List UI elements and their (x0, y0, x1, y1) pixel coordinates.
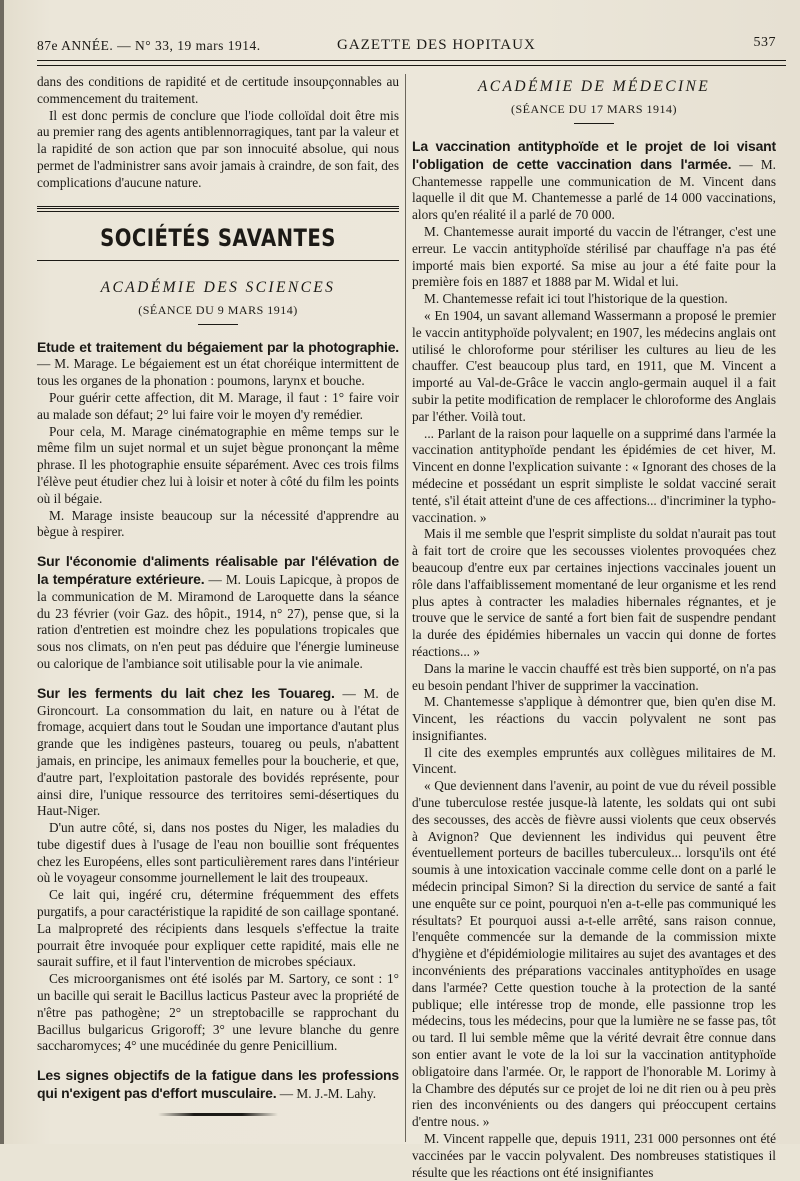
paragraph: Ces microorganismes ont été isolés par M. Sartory, ce sont : 1° un bacille qui serait le Bacillus lacticus Pasteur avec la propriété de n'être pas pathogène; 2° un streptobacille se rapprochant du Bacillus bulgaricus Grigoroff; 3° une levure blanche du genre saccharomyces; 4° une mucédinée du genre Penicillium. (37, 971, 399, 1054)
paragraph: Mais il me semble que l'esprit simpliste du soldat n'aurait pas tout à fait tort de croire que les secousses violentes provoquées chez beaucoup d'entre eux par certaines injections vaccinales jouent un rôle dans l'affaiblissement momentané de leur organisme et les rend plus aptes à contracter les maladies hibernales régnantes, et je trouve que le service de santé a fort bien fait de suspendre pendant la durée des épidémies hibernales un vaccin qui donne de fortes réactions... » (412, 526, 776, 659)
paragraph: « En 1904, un savant allemand Wassermann a proposé le premier le vaccin antityphoïde polyvalent; en 1907, les médecins anglais ont utilisé le chloroforme pour stériliser les cultures au lieu de les chauffer. C'est beaucoup plus tard, en 1911, que M. Vincent a importé au Val-de-Grâce le vaccin anglo-germain auquel il a fait subir la petite modification de remplacer le chloroforme des Anglais par l'éther. Voilà tout. (412, 307, 776, 424)
article-body: — M. Marage. Le bégaiement est un état choréique intermittent de tous les organes de la phonation : poumons, larynx et bouche. (37, 356, 399, 389)
short-rule (574, 123, 614, 124)
journal-title: GAZETTE DES HOPITAUX (337, 37, 536, 53)
article-heading: Sur l'économie d'aliments réalisable par l'élévation de la température extérieure. (37, 553, 399, 587)
article-bégaiement (37, 339, 399, 390)
paragraph: D'un autre côté, si, dans nos postes du Niger, les maladies du tube digestif dues à l'usage de l'eau non bouillie sont fréquentes chez les Européens, elles sont particulièrement rares dans l'intérieur où le voyageur consomme journellement le lait des troupeaux. (37, 820, 399, 886)
end-ornament (158, 1113, 278, 1116)
page-number: 537 (753, 35, 776, 50)
article-heading: Sur les ferments du lait chez les Touareg. (37, 684, 335, 701)
paragraph: Dans la marine le vaccin chauffé est très bien supporté, on n'a pas eu besoin pendant l'hiver de supprimer la vaccination. (412, 660, 776, 693)
right-column (412, 74, 776, 1180)
article-heading: Etude et traitement du bégaiement par la photographie. (37, 338, 399, 355)
left-column (37, 74, 399, 1144)
seance-date: (SÉANCE DU 9 MARS 1914) (138, 302, 298, 317)
paragraph: Pour cela, M. Marage cinématographie en même temps sur le même film un sujet normal et un sujet bègue prononçant la même phrase. Il les photographie ensuite séparément. Avec ces trois films l'élève peut étudier chez lui à loisir et noter à côté du film les points où il bégaie. (37, 423, 399, 506)
article-heading: Les signes objectifs de la fatigue dans les professions qui n'exigent pas d'effort musculaire. (37, 1067, 399, 1102)
header-rule (37, 60, 786, 66)
running-head (37, 0, 786, 58)
article-fatigue (37, 1067, 399, 1103)
article-heading: La vaccination antityphoïde et le projet de loi visant l'obligation de cette vaccination dans l'armée. (412, 138, 776, 172)
academy-medecine-title: ACADÉMIE DE MÉDECINE (477, 78, 711, 95)
issue-line: 87e ANNÉE. — N° 33, 19 mars 1914. (37, 38, 261, 53)
paragraph: Ce lait qui, ingéré cru, détermine fréquemment des effets purgatifs, a pour caractéristique la rapidité de son caillage spontané. La malpropreté des récipients dans lesquels s'effectue la traite pourrait être invoquée pour expliquer cette rapidité, mais elle ne saurait suffire, et il faut l'intervention de microbes spéciaux. (37, 887, 399, 970)
paragraph: M. Marage insiste beaucoup sur la nécessité d'apprendre au bègue à respirer. (37, 507, 399, 540)
article-body: — M. J.-M. Lahy. (279, 1086, 377, 1102)
article-vaccination (412, 138, 776, 224)
section-title: SOCIÉTÉS SAVANTES (100, 223, 336, 252)
columns (37, 74, 786, 1180)
paragraph: ... Parlant de la raison pour laquelle on a supprimé dans l'armée la vaccination antityphoïde pendant les épidémies de cet hiver, M. Vincent en donne l'explication suivante : « Ignorant des choses de la médecine et possédant un esprit simpliste le soldat vacciné serait tenté, s'il était atteint d'une de ces affections... d'incriminer la typho-vaccination. » (412, 425, 776, 525)
academy-sciences-title: ACADÉMIE DES SCIENCES (100, 278, 336, 296)
paragraph: M. Vincent rappelle que, depuis 1911, 231 000 personnes ont été vaccinées par le vaccin polyvalent. Des nombreuses statistiques il résulte que les réactions ont été insignifiantes (412, 1131, 776, 1180)
paragraph: Il cite des exemples empruntés aux collègues militaires de M. Vincent. (412, 744, 776, 777)
intro-paragraph-2: Il est donc permis de conclure que l'iode colloïdal doit être mis au premier rang des agents antiblennorragiques, tant par la valeur et la rapidité de son action que par son innocuité absolue, qui nous permet de l'administrer sans avoir jamais à craindre, de son fait, des complications d'aucune nature. (37, 107, 399, 190)
section-rule-bottom (37, 260, 399, 261)
paragraph: M. Chantemesse aurait importé du vaccin de l'étranger, c'est une erreur. Le vaccin antityphoïde stérilisé par chauffage n'a pas été importé mais bien exporté. Sa mise au jour a été faite pour la première fois en 1887 et 1888 par M. Widal et lui. (412, 223, 776, 290)
intro-paragraph-1: dans des conditions de rapidité et de certitude insoupçonnables au commencement du traitement. (37, 74, 399, 106)
paragraph: « Que deviennent dans l'avenir, au point de vue du réveil possible d'une tuberculose restée jusque-là latente, les soldats qui ont subi des secousses, des accès de fièvre aussi violents que ceux observés à Avignon? Que deviennent les individus qui peuvent être éventuellement porteurs de bacilles tuberculeux... lorsqu'ils ont été soumis à une intoxication vaccinale comme celle dont on a parlé le médecin principal Simon? Si la direction du service de santé a fait une enquête sur ce point, pourquoi n'en a-t-elle pas communiqué les résultats? Et pourquoi aussi a-t-elle arrêté, sans raison connue, l'enquête commencée sur la demande de la commission mixte d'hygiène et d'épidémiologie militaires au sujet des avantages et des inconvénients des préparations vaccinales antityphoïdes en usage dans l'armée? Cette question touche à la protection de la santé publique; elle intéresse trop de monde, elle passionne trop les médecins, tous les médecins, pour que la lumière ne se fasse pas, tôt ou tard. Il lui semble même que la vérité devrait être connue dans son entier avant le vote de la loi sur la vaccination antityphoïde obligatoire dans l'armée. Or, le rapport de l'honorable M. Lorimy à la Chambre des députés sur ce projet de loi ne dit rien ou à peu près rien des inconvénients ou des dangers qui préoccupent certains d'entre nous. » (412, 778, 776, 1130)
article-body: — M. de Gironcourt. La consommation du lait, en nature ou à l'état de fromage, acquiert dans tout le Soudan une importance d'autant plus grande que les indigènes pasteurs, touareg ou peuls, n'abattent jamais, en principe, les animaux femelles pour la boucherie, et que, d'autre part, l'exploitation pastorale des bovidés représente, pour ainsi dire, l'unique ressource des territoires semi-désertiques du Haut-Niger. (37, 685, 399, 819)
paragraph: M. Chantemesse refait ici tout l'historique de la question. (424, 291, 728, 307)
paragraph: M. Chantemesse s'applique à démontrer que, bien qu'en dise M. Vincent, les réactions du vaccin polyvalent ne sont pas insignifiantes. (412, 694, 776, 743)
short-rule (198, 324, 238, 325)
column-divider (405, 74, 406, 1142)
paragraph: Pour guérir cette affection, dit M. Marage, il faut : 1° faire voir au malade son défaut; 2° lui faire voir le moyen d'y remédier. (37, 389, 399, 422)
article-body: — M. Louis Lapicque, à propos de la communication de M. Miramond de Laroquette dans la séance du 23 février (voir Gaz. des hôpit., 1914, n° 27), pense que, si la ration d'entretien est moindre chez les populations tropicales que sous nos climats, on n'en peut pas déduire que l'énergie lumineuse ou calorique de l'ambiance soit utilisable pour la vie animale. (37, 571, 399, 671)
seance-date: (SÉANCE DU 17 MARS 1914) (510, 102, 677, 116)
article-touareg (37, 685, 399, 820)
section-rule-top (37, 206, 399, 212)
article-aliments (37, 553, 399, 673)
article-body: — M. Chantemesse rappelle une communication de M. Vincent dans laquelle il dit que M. Chantemesse a parlé de 14 000 vaccinations, alors qu'en réalité il a parlé de 70 000. (412, 156, 776, 223)
